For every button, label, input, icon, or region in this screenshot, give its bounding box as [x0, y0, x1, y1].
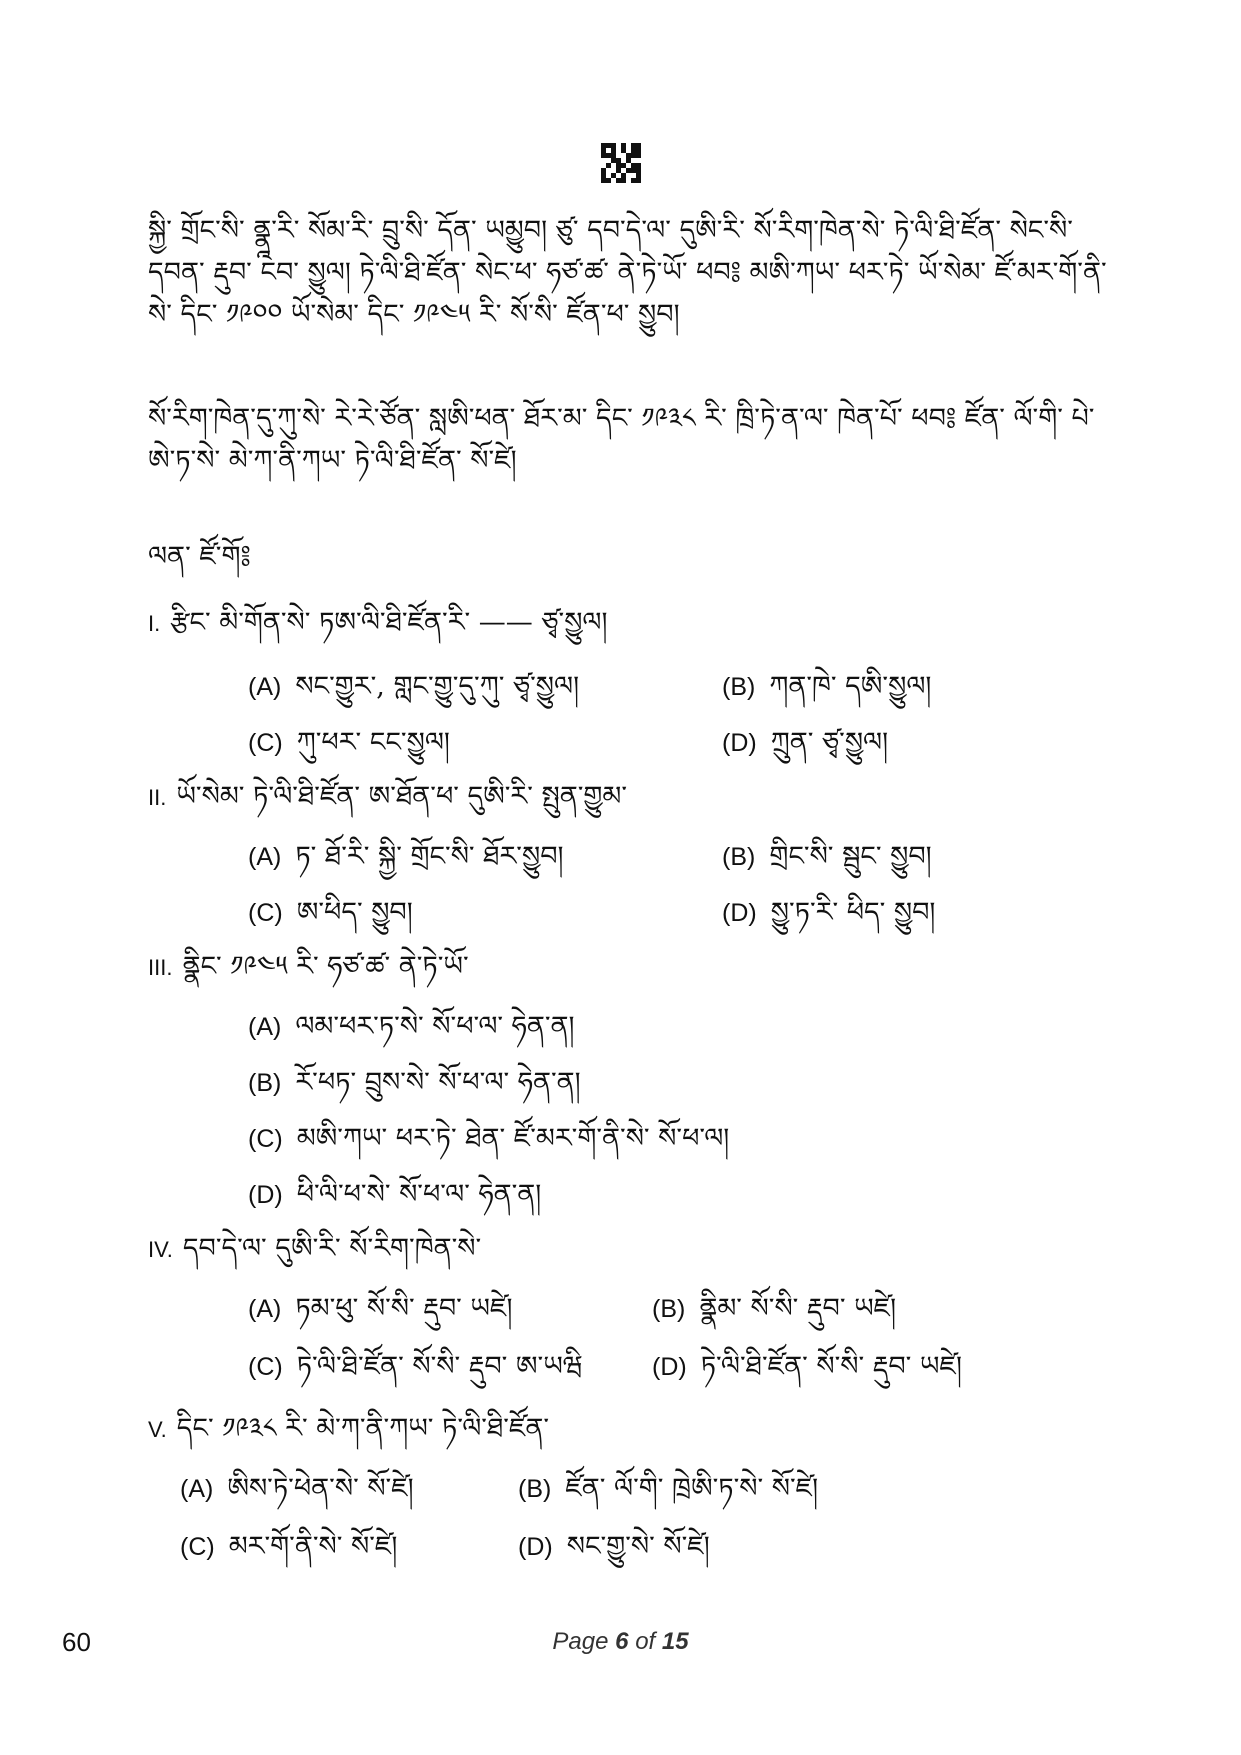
option-text: མར་གོ་ནི་སེ་ སོ་ཛེ། — [228, 1531, 398, 1562]
question-text: ཡོ་སེམ་ ཏེ་ལི་ཐི་ཛོན་ ཨ་ཐོན་ཕ་ དུཨི་རི་ སྤུན་གྱུམ་ — [176, 781, 628, 812]
option-label: (A) — [248, 673, 282, 701]
option-text: ཀུ་ཕར་ ངང་སྱུལ། — [296, 727, 450, 758]
option-text: སྱུ་ཏ་རི་ ཕིད་ སྱུབ། — [770, 897, 936, 928]
option-text: ཏམ་ཕུ་ སོ་སི་ རྡུབ་ ཡཛེ། — [295, 1293, 513, 1324]
passage-paragraph-1: སྐྱི་ གྲོང་སི་ ནྣྰ་རི་ སོམ་རི་ བྲུ་སི་ དོན་ ཡམྱུབ། ཙུ་ དབ་དེ་ལ་ དུཨི་རི་ སོ་རིག་ཁེན་སེ་ ཏེ་ལི་ཐི་ཛོན་ སེང་སི་ དབན་ རྡུབ་ ངབ་ སྱུལ། ཏེ་ལི་ཐི་ཛོན་ སེང་ཕ་ ཧཙ་ཚ་ ནེ་ཏེ་ཡོ་ ཕབ༔ མཨི་ཀཡ་ ཕར་ཏེ་ ཡོ་སེམ་ ཛོ་མར་གོ་ནི་སེ་ དིང་ ༡༩༠༠ ཡོ་སེམ་ དིང་ ༡༩༤༥ རི་ སོ་སི་ ཛོན་ཕ་ སྱུབ། — [148, 215, 1107, 330]
option-1d[interactable] — [722, 712, 888, 788]
option-label: (B) — [518, 1475, 552, 1503]
qr-code-icon — [601, 143, 641, 183]
option-text: ཨ་ཕིད་ སྱུབ། — [296, 897, 413, 928]
question-text: དིང་ ༡༩༣༨ རི་ མེ་ཀ་ནི་ཀཡ་ ཏེ་ལི་ཐི་ཛོན་ — [176, 1413, 550, 1444]
footer-current-page: 6 — [615, 1628, 629, 1655]
option-text: ལམ་ཕར་ཏ་སེ་ སོ་ཕ་ལ་ ཧེན་ན། — [295, 1011, 575, 1042]
option-text: གྲིང་སི་ སྦུང་ སྱུབ། — [769, 841, 932, 872]
option-text: ཏེ་ལི་ཐི་ཛོན་ སོ་སི་ རྡུབ་ ཡཛེ། — [700, 1351, 962, 1382]
question-number: IV. — [148, 1237, 173, 1262]
option-label: (C) — [248, 729, 283, 757]
option-text: ཕི་ལི་ཕ་སེ་ སོ་ཕ་ལ་ ཧེན་ན། — [296, 1179, 542, 1210]
option-label: (D) — [652, 1353, 687, 1381]
option-label: (C) — [248, 1353, 283, 1381]
option-text: རོ་ཕཏ་ བྲུས་སེ་ སོ་ཕ་ལ་ ཧེན་ན། — [295, 1067, 581, 1098]
footer-prefix: Page — [552, 1628, 609, 1655]
option-text: སང་གྱུར་, གླང་གྱུ་དུ་ཀུ་ ཙྭ་སྱུལ། — [295, 671, 580, 702]
option-label: (D) — [248, 1181, 283, 1209]
passage-paragraph-2: སོ་རིག་ཁེན་དུ་ཀུ་སེ་ རེ་རེ་ཙོན་ སླཨི་ཕན་ ཐོར་མ་ དིང་ ༡༩༣༨ རི་ ཁྲི་ཏེ་ན་ལ་ ཁེན་པོ་ ཕབ༔ ཛོན་ ལོ་གི་ པེ་ཨེ་ཏ་སེ་ མེ་ཀ་ནི་ཀཡ་ ཏེ་ལི་ཐི་ཛོན་ སོ་ཛེ། — [148, 403, 1095, 476]
page-number: 60 — [62, 1627, 91, 1657]
question-text: ནྣིང་ ༡༩༤༥ རི་ ཧཙ་ཚ་ ནེ་ཏེ་ཡོ་ — [182, 951, 469, 982]
option-label: (A) — [248, 1013, 282, 1041]
option-4d[interactable] — [652, 1336, 962, 1412]
option-label: (A) — [248, 1295, 282, 1323]
option-text: ཀན་ཁེ་ དཨི་སྱུལ། — [769, 671, 932, 702]
page-footer — [0, 1628, 1241, 1656]
option-label: (B) — [722, 673, 756, 701]
option-label: (A) — [248, 843, 282, 871]
option-text: ཛོན་ ལོ་གི་ ཁྲེཨི་ཏ་སེ་ སོ་ཛེ། — [565, 1473, 819, 1504]
option-label: (C) — [248, 899, 283, 927]
footer-total-pages: 15 — [661, 1628, 689, 1655]
option-label: (B) — [248, 1069, 282, 1097]
footer-middle: of — [635, 1628, 656, 1655]
option-label: (D) — [518, 1533, 553, 1561]
question-number: II. — [148, 785, 167, 810]
option-text: མཨི་ཀཡ་ ཕར་ཏེ་ ཐེན་ ཛོ་མར་གོ་ནི་སེ་ སོ་ཕ་ལ། — [296, 1123, 730, 1154]
question-text: རྩིང་ མི་གོན་སེ་ ཏཨ་ལི་ཐི་ཛོན་རི་ —— ཙྭ་སྱུལ། — [170, 607, 608, 638]
question-number: V. — [148, 1417, 167, 1442]
question-number: III. — [148, 955, 173, 980]
option-text: སང་གྱུ་སེ་ སོ་ཛེ། — [566, 1531, 710, 1562]
question-text: དབ་དེ་ལ་ དུཨི་རི་ སོ་རིག་ཁེན་སེ་ — [182, 1233, 482, 1264]
option-2d[interactable] — [722, 882, 935, 958]
option-text: ཀྲུན་ ཙྭ་སྱུལ། — [770, 727, 889, 758]
option-text: ནྣིམ་ སོ་སི་ རྡུབ་ ཡཛེ། — [699, 1293, 897, 1324]
option-label: (C) — [180, 1533, 215, 1561]
option-label: (A) — [180, 1475, 214, 1503]
option-label: (D) — [722, 899, 757, 927]
option-label: (B) — [722, 843, 756, 871]
option-text: ཏེ་ལི་ཐི་ཛོན་ སོ་སི་ རྡུབ་ ཨ་ཡཝི — [296, 1351, 583, 1382]
option-text: ཨིས་ཏེ་ཕེན་སེ་ སོ་ཛེ། — [227, 1473, 414, 1504]
option-5c[interactable] — [180, 1516, 397, 1592]
option-label: (D) — [722, 729, 757, 757]
option-label: (B) — [652, 1295, 686, 1323]
question-number: I. — [148, 611, 161, 636]
option-5d[interactable] — [518, 1516, 710, 1592]
answer-heading: ལན་ ཛོ་གོ༔ — [148, 541, 251, 572]
option-label: (C) — [248, 1125, 283, 1153]
option-text: ཏ་ ཐོ་རི་ སྐྱི་ གྲོང་སི་ ཐོར་སྱུབ། — [295, 841, 564, 872]
